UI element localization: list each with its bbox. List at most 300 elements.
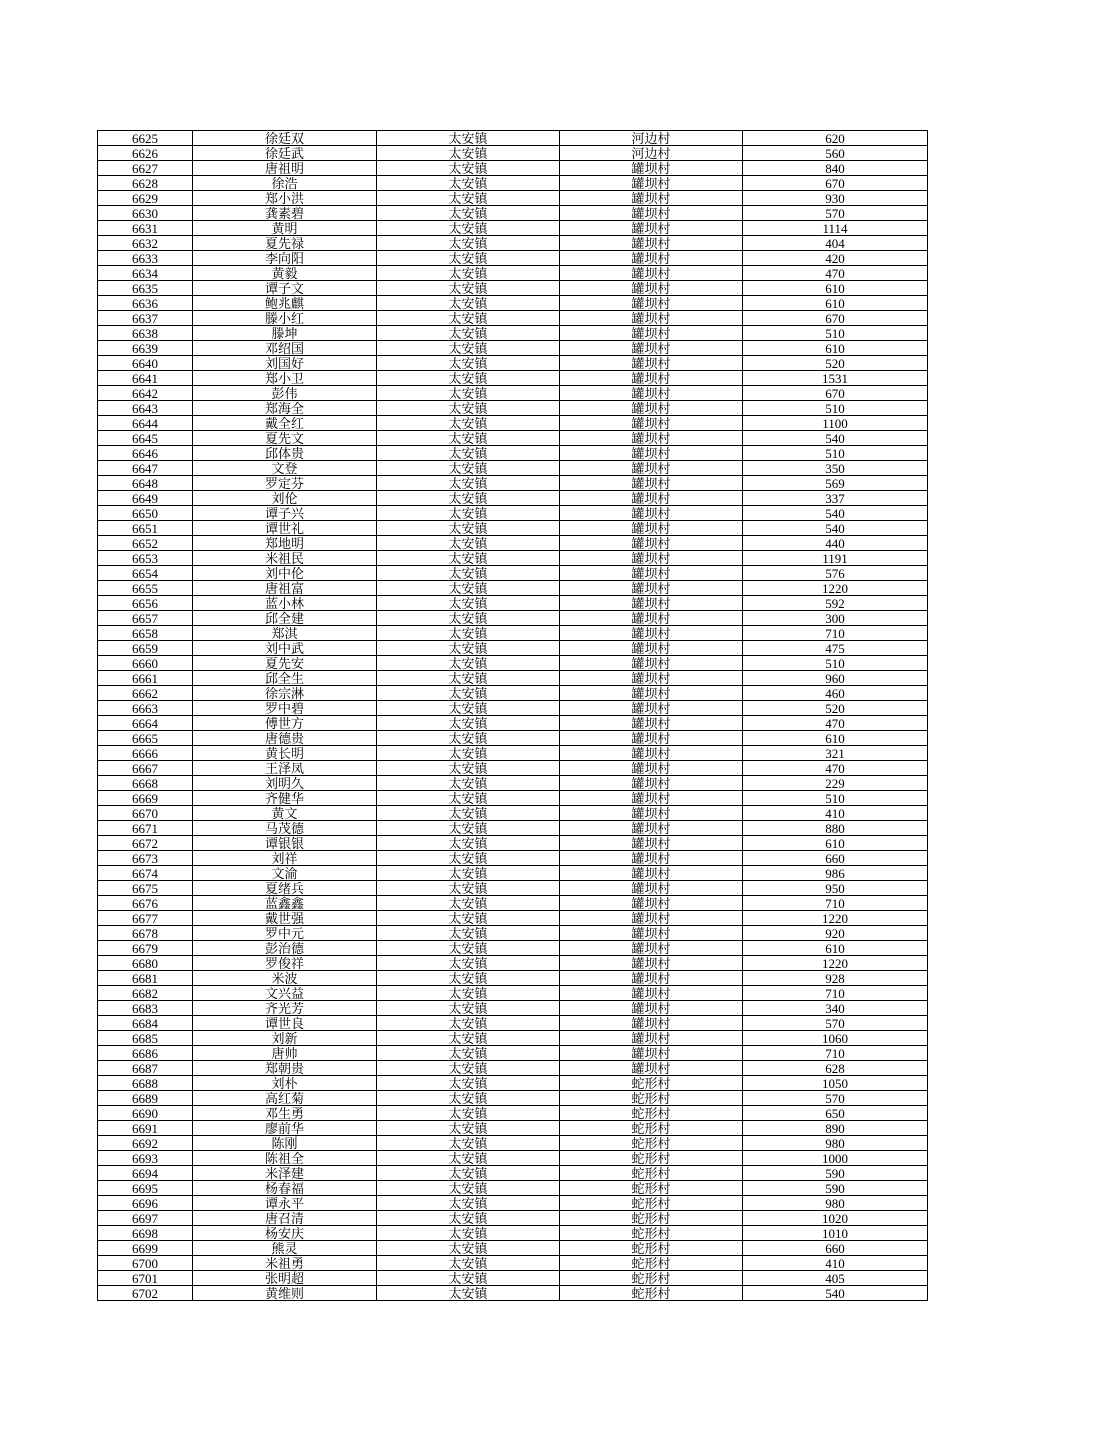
row-number-cell: 6643 (98, 401, 193, 416)
table-row (98, 566, 928, 581)
row-number-cell: 6682 (98, 986, 193, 1001)
village-cell: 罐坝村 (560, 836, 743, 851)
village-cell: 罐坝村 (560, 431, 743, 446)
amount-cell: 510 (743, 791, 928, 806)
amount-cell: 670 (743, 311, 928, 326)
row-number-cell: 6663 (98, 701, 193, 716)
amount-cell: 670 (743, 386, 928, 401)
town-cell: 太安镇 (377, 611, 560, 626)
name-cell: 陈刚 (193, 1136, 377, 1151)
town-cell: 太安镇 (377, 881, 560, 896)
town-cell: 太安镇 (377, 941, 560, 956)
town-cell: 太安镇 (377, 1181, 560, 1196)
table-row (98, 341, 928, 356)
amount-cell: 560 (743, 146, 928, 161)
table-row (98, 701, 928, 716)
table-row (98, 461, 928, 476)
town-cell: 太安镇 (377, 926, 560, 941)
name-cell: 谭世良 (193, 1016, 377, 1031)
amount-cell: 475 (743, 641, 928, 656)
name-cell: 杨安庆 (193, 1226, 377, 1241)
name-cell: 郑朝贵 (193, 1061, 377, 1076)
village-cell: 罐坝村 (560, 281, 743, 296)
table-row (98, 806, 928, 821)
row-number-cell: 6670 (98, 806, 193, 821)
row-number-cell: 6671 (98, 821, 193, 836)
name-cell: 夏先文 (193, 431, 377, 446)
table-row (98, 971, 928, 986)
village-cell: 罐坝村 (560, 821, 743, 836)
table-row (98, 1106, 928, 1121)
row-number-cell: 6635 (98, 281, 193, 296)
row-number-cell: 6631 (98, 221, 193, 236)
name-cell: 马茂德 (193, 821, 377, 836)
town-cell: 太安镇 (377, 1226, 560, 1241)
table-row (98, 896, 928, 911)
amount-cell: 404 (743, 236, 928, 251)
amount-cell: 405 (743, 1271, 928, 1286)
town-cell: 太安镇 (377, 536, 560, 551)
row-number-cell: 6626 (98, 146, 193, 161)
village-cell: 罐坝村 (560, 236, 743, 251)
amount-cell: 470 (743, 266, 928, 281)
name-cell: 徐浩 (193, 176, 377, 191)
table-row (98, 551, 928, 566)
table-row (98, 476, 928, 491)
town-cell: 太安镇 (377, 521, 560, 536)
table-row (98, 1091, 928, 1106)
town-cell: 太安镇 (377, 461, 560, 476)
name-cell: 罗定芬 (193, 476, 377, 491)
town-cell: 太安镇 (377, 656, 560, 671)
village-cell: 罐坝村 (560, 686, 743, 701)
village-cell: 罐坝村 (560, 506, 743, 521)
village-cell: 罐坝村 (560, 356, 743, 371)
town-cell: 太安镇 (377, 1076, 560, 1091)
village-cell: 罐坝村 (560, 731, 743, 746)
town-cell: 太安镇 (377, 506, 560, 521)
table-row (98, 296, 928, 311)
name-cell: 罗俊祥 (193, 956, 377, 971)
row-number-cell: 6633 (98, 251, 193, 266)
row-number-cell: 6627 (98, 161, 193, 176)
town-cell: 太安镇 (377, 776, 560, 791)
town-cell: 太安镇 (377, 1166, 560, 1181)
village-cell: 罐坝村 (560, 161, 743, 176)
amount-cell: 410 (743, 806, 928, 821)
village-cell: 罐坝村 (560, 581, 743, 596)
village-cell: 罐坝村 (560, 941, 743, 956)
row-number-cell: 6700 (98, 1256, 193, 1271)
amount-cell: 710 (743, 986, 928, 1001)
name-cell: 蓝小林 (193, 596, 377, 611)
row-number-cell: 6655 (98, 581, 193, 596)
name-cell: 黄明 (193, 221, 377, 236)
row-number-cell: 6696 (98, 1196, 193, 1211)
name-cell: 刘中伦 (193, 566, 377, 581)
town-cell: 太安镇 (377, 356, 560, 371)
table-row (98, 851, 928, 866)
town-cell: 太安镇 (377, 566, 560, 581)
table-row (98, 311, 928, 326)
name-cell: 邓生勇 (193, 1106, 377, 1121)
table-row (98, 371, 928, 386)
row-number-cell: 6694 (98, 1166, 193, 1181)
records-table (97, 130, 928, 1301)
village-cell: 蛇形村 (560, 1121, 743, 1136)
village-cell: 罐坝村 (560, 1031, 743, 1046)
row-number-cell: 6629 (98, 191, 193, 206)
town-cell: 太安镇 (377, 1046, 560, 1061)
town-cell: 太安镇 (377, 146, 560, 161)
amount-cell: 510 (743, 446, 928, 461)
town-cell: 太安镇 (377, 851, 560, 866)
name-cell: 鲍兆麒 (193, 296, 377, 311)
town-cell: 太安镇 (377, 251, 560, 266)
row-number-cell: 6650 (98, 506, 193, 521)
name-cell: 夏先安 (193, 656, 377, 671)
row-number-cell: 6683 (98, 1001, 193, 1016)
village-cell: 罐坝村 (560, 476, 743, 491)
town-cell: 太安镇 (377, 236, 560, 251)
town-cell: 太安镇 (377, 386, 560, 401)
table-row (98, 626, 928, 641)
table-row (98, 446, 928, 461)
village-cell: 罐坝村 (560, 626, 743, 641)
table-row (98, 206, 928, 221)
name-cell: 夏先禄 (193, 236, 377, 251)
town-cell: 太安镇 (377, 491, 560, 506)
amount-cell: 960 (743, 671, 928, 686)
amount-cell: 628 (743, 1061, 928, 1076)
table-row (98, 1031, 928, 1046)
name-cell: 滕坤 (193, 326, 377, 341)
village-cell: 罐坝村 (560, 791, 743, 806)
row-number-cell: 6689 (98, 1091, 193, 1106)
name-cell: 陈祖全 (193, 1151, 377, 1166)
town-cell: 太安镇 (377, 1271, 560, 1286)
table-row (98, 1181, 928, 1196)
table-row (98, 1151, 928, 1166)
village-cell: 罐坝村 (560, 986, 743, 1001)
amount-cell: 710 (743, 896, 928, 911)
table-row (98, 656, 928, 671)
amount-cell: 610 (743, 296, 928, 311)
amount-cell: 880 (743, 821, 928, 836)
table-row (98, 881, 928, 896)
row-number-cell: 6644 (98, 416, 193, 431)
table-row (98, 326, 928, 341)
table-row (98, 1226, 928, 1241)
table-row (98, 1166, 928, 1181)
amount-cell: 1220 (743, 911, 928, 926)
amount-cell: 980 (743, 1196, 928, 1211)
name-cell: 郑海全 (193, 401, 377, 416)
amount-cell: 1100 (743, 416, 928, 431)
name-cell: 彭伟 (193, 386, 377, 401)
table-row (98, 596, 928, 611)
table-row (98, 356, 928, 371)
village-cell: 罐坝村 (560, 461, 743, 476)
amount-cell: 620 (743, 131, 928, 146)
table-row (98, 1256, 928, 1271)
village-cell: 罐坝村 (560, 296, 743, 311)
table-row (98, 1016, 928, 1031)
amount-cell: 980 (743, 1136, 928, 1151)
amount-cell: 340 (743, 1001, 928, 1016)
amount-cell: 930 (743, 191, 928, 206)
amount-cell: 1020 (743, 1211, 928, 1226)
table-row (98, 1046, 928, 1061)
table-row (98, 641, 928, 656)
row-number-cell: 6677 (98, 911, 193, 926)
village-cell: 罐坝村 (560, 701, 743, 716)
town-cell: 太安镇 (377, 476, 560, 491)
name-cell: 蓝鑫鑫 (193, 896, 377, 911)
name-cell: 邱全建 (193, 611, 377, 626)
row-number-cell: 6695 (98, 1181, 193, 1196)
town-cell: 太安镇 (377, 1106, 560, 1121)
town-cell: 太安镇 (377, 281, 560, 296)
row-number-cell: 6654 (98, 566, 193, 581)
amount-cell: 540 (743, 431, 928, 446)
amount-cell: 229 (743, 776, 928, 791)
table-row (98, 266, 928, 281)
village-cell: 蛇形村 (560, 1106, 743, 1121)
table-row (98, 431, 928, 446)
village-cell: 罐坝村 (560, 1016, 743, 1031)
row-number-cell: 6672 (98, 836, 193, 851)
name-cell: 郑小卫 (193, 371, 377, 386)
village-cell: 蛇形村 (560, 1211, 743, 1226)
table-row (98, 776, 928, 791)
row-number-cell: 6637 (98, 311, 193, 326)
name-cell: 唐德贵 (193, 731, 377, 746)
table-row (98, 821, 928, 836)
row-number-cell: 6699 (98, 1241, 193, 1256)
table-row (98, 401, 928, 416)
name-cell: 夏绪兵 (193, 881, 377, 896)
village-cell: 蛇形村 (560, 1271, 743, 1286)
table-row (98, 956, 928, 971)
row-number-cell: 6667 (98, 761, 193, 776)
town-cell: 太安镇 (377, 1016, 560, 1031)
village-cell: 罐坝村 (560, 521, 743, 536)
amount-cell: 540 (743, 1286, 928, 1301)
row-number-cell: 6690 (98, 1106, 193, 1121)
amount-cell: 470 (743, 716, 928, 731)
row-number-cell: 6698 (98, 1226, 193, 1241)
name-cell: 黄长明 (193, 746, 377, 761)
name-cell: 唐祖明 (193, 161, 377, 176)
town-cell: 太安镇 (377, 731, 560, 746)
amount-cell: 300 (743, 611, 928, 626)
town-cell: 太安镇 (377, 326, 560, 341)
village-cell: 蛇形村 (560, 1196, 743, 1211)
row-number-cell: 6661 (98, 671, 193, 686)
amount-cell: 540 (743, 506, 928, 521)
amount-cell: 520 (743, 356, 928, 371)
town-cell: 太安镇 (377, 911, 560, 926)
town-cell: 太安镇 (377, 206, 560, 221)
name-cell: 张明超 (193, 1271, 377, 1286)
amount-cell: 986 (743, 866, 928, 881)
town-cell: 太安镇 (377, 161, 560, 176)
village-cell: 罐坝村 (560, 926, 743, 941)
town-cell: 太安镇 (377, 806, 560, 821)
village-cell: 罐坝村 (560, 641, 743, 656)
table-row (98, 581, 928, 596)
table-row (98, 536, 928, 551)
town-cell: 太安镇 (377, 986, 560, 1001)
town-cell: 太安镇 (377, 821, 560, 836)
town-cell: 太安镇 (377, 266, 560, 281)
table-row (98, 221, 928, 236)
town-cell: 太安镇 (377, 596, 560, 611)
village-cell: 罐坝村 (560, 851, 743, 866)
amount-cell: 590 (743, 1166, 928, 1181)
table-row (98, 236, 928, 251)
name-cell: 齐健华 (193, 791, 377, 806)
name-cell: 熊灵 (193, 1241, 377, 1256)
town-cell: 太安镇 (377, 866, 560, 881)
name-cell: 谭世礼 (193, 521, 377, 536)
town-cell: 太安镇 (377, 716, 560, 731)
village-cell: 罐坝村 (560, 401, 743, 416)
amount-cell: 510 (743, 326, 928, 341)
row-number-cell: 6692 (98, 1136, 193, 1151)
town-cell: 太安镇 (377, 686, 560, 701)
name-cell: 米祖民 (193, 551, 377, 566)
village-cell: 罐坝村 (560, 371, 743, 386)
amount-cell: 570 (743, 1016, 928, 1031)
row-number-cell: 6662 (98, 686, 193, 701)
row-number-cell: 6641 (98, 371, 193, 386)
amount-cell: 650 (743, 1106, 928, 1121)
amount-cell: 569 (743, 476, 928, 491)
amount-cell: 1050 (743, 1076, 928, 1091)
table-row (98, 1211, 928, 1226)
row-number-cell: 6685 (98, 1031, 193, 1046)
name-cell: 谭子文 (193, 281, 377, 296)
name-cell: 文登 (193, 461, 377, 476)
table-row (98, 1001, 928, 1016)
village-cell: 罐坝村 (560, 956, 743, 971)
amount-cell: 1191 (743, 551, 928, 566)
amount-cell: 1220 (743, 581, 928, 596)
village-cell: 罐坝村 (560, 386, 743, 401)
name-cell: 刘祥 (193, 851, 377, 866)
amount-cell: 410 (743, 1256, 928, 1271)
village-cell: 蛇形村 (560, 1136, 743, 1151)
amount-cell: 710 (743, 626, 928, 641)
village-cell: 河边村 (560, 146, 743, 161)
table-row (98, 791, 928, 806)
village-cell: 蛇形村 (560, 1286, 743, 1301)
town-cell: 太安镇 (377, 176, 560, 191)
table-row (98, 686, 928, 701)
amount-cell: 470 (743, 761, 928, 776)
amount-cell: 440 (743, 536, 928, 551)
row-number-cell: 6679 (98, 941, 193, 956)
village-cell: 罐坝村 (560, 716, 743, 731)
town-cell: 太安镇 (377, 131, 560, 146)
row-number-cell: 6636 (98, 296, 193, 311)
name-cell: 龚素碧 (193, 206, 377, 221)
row-number-cell: 6686 (98, 1046, 193, 1061)
amount-cell: 950 (743, 881, 928, 896)
row-number-cell: 6674 (98, 866, 193, 881)
name-cell: 徐宗淋 (193, 686, 377, 701)
table-row (98, 671, 928, 686)
name-cell: 戴全红 (193, 416, 377, 431)
table-row (98, 191, 928, 206)
amount-cell: 1114 (743, 221, 928, 236)
town-cell: 太安镇 (377, 1286, 560, 1301)
row-number-cell: 6669 (98, 791, 193, 806)
town-cell: 太安镇 (377, 1031, 560, 1046)
village-cell: 罐坝村 (560, 776, 743, 791)
amount-cell: 610 (743, 281, 928, 296)
name-cell: 唐祖富 (193, 581, 377, 596)
amount-cell: 610 (743, 731, 928, 746)
village-cell: 罐坝村 (560, 191, 743, 206)
village-cell: 罐坝村 (560, 1001, 743, 1016)
row-number-cell: 6665 (98, 731, 193, 746)
village-cell: 罐坝村 (560, 611, 743, 626)
row-number-cell: 6640 (98, 356, 193, 371)
name-cell: 刘明久 (193, 776, 377, 791)
name-cell: 谭子兴 (193, 506, 377, 521)
amount-cell: 590 (743, 1181, 928, 1196)
name-cell: 高红菊 (193, 1091, 377, 1106)
amount-cell: 710 (743, 1046, 928, 1061)
row-number-cell: 6630 (98, 206, 193, 221)
name-cell: 邱体贵 (193, 446, 377, 461)
row-number-cell: 6664 (98, 716, 193, 731)
row-number-cell: 6701 (98, 1271, 193, 1286)
row-number-cell: 6678 (98, 926, 193, 941)
table-row (98, 491, 928, 506)
row-number-cell: 6666 (98, 746, 193, 761)
village-cell: 罐坝村 (560, 881, 743, 896)
table-row (98, 1121, 928, 1136)
village-cell: 罐坝村 (560, 206, 743, 221)
row-number-cell: 6680 (98, 956, 193, 971)
name-cell: 米泽建 (193, 1166, 377, 1181)
village-cell: 罐坝村 (560, 491, 743, 506)
row-number-cell: 6688 (98, 1076, 193, 1091)
amount-cell: 920 (743, 926, 928, 941)
village-cell: 罐坝村 (560, 746, 743, 761)
row-number-cell: 6657 (98, 611, 193, 626)
records-table-body (98, 131, 928, 1301)
village-cell: 罐坝村 (560, 806, 743, 821)
row-number-cell: 6653 (98, 551, 193, 566)
table-row (98, 1136, 928, 1151)
town-cell: 太安镇 (377, 641, 560, 656)
row-number-cell: 6638 (98, 326, 193, 341)
row-number-cell: 6634 (98, 266, 193, 281)
row-number-cell: 6687 (98, 1061, 193, 1076)
table-row (98, 761, 928, 776)
row-number-cell: 6681 (98, 971, 193, 986)
row-number-cell: 6659 (98, 641, 193, 656)
table-row (98, 146, 928, 161)
name-cell: 王泽凤 (193, 761, 377, 776)
row-number-cell: 6697 (98, 1211, 193, 1226)
amount-cell: 610 (743, 836, 928, 851)
